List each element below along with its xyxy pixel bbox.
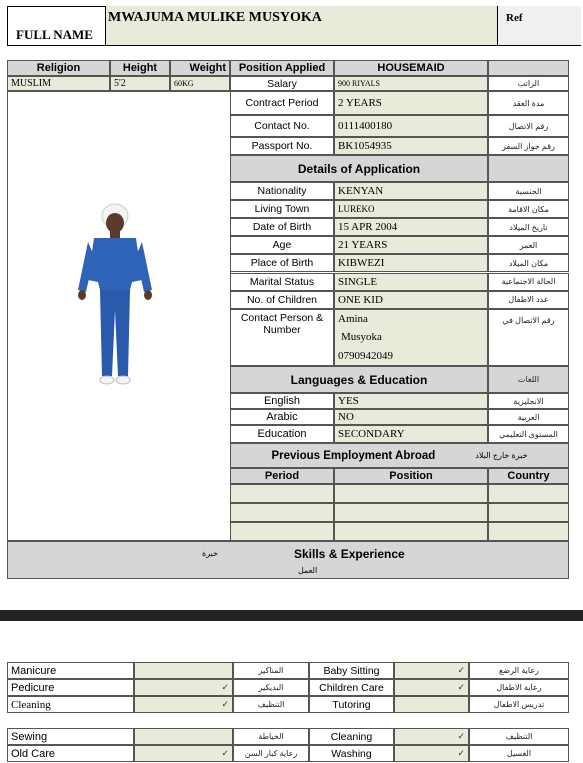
skill-left-check: ✓ (134, 745, 233, 762)
ref-label: Ref (506, 12, 523, 24)
skill-right-check: ✓ (394, 662, 469, 679)
employment-position-cell (334, 503, 488, 522)
application-row-value: LUREKO (334, 200, 488, 218)
contact-person-number: 0790942049 (338, 349, 393, 362)
position-row-ar: الراتب (488, 76, 569, 91)
skill-left-ar: التنظيف (233, 696, 309, 713)
skill-left-label: Cleaning (7, 696, 134, 713)
employment-country-cell (488, 503, 569, 522)
skill-right-ar: الغسيل (469, 745, 569, 762)
full-name-label: FULL NAME (16, 27, 93, 42)
application-row-value: KENYAN (334, 182, 488, 200)
skills-band (7, 541, 569, 579)
skills-ar-under: العمل (298, 566, 318, 575)
religion-value: MUSLIM (7, 76, 110, 91)
application-row-label: No. of Children (230, 291, 334, 309)
weight-value: 60KG (170, 76, 230, 91)
applicant-photo (70, 200, 160, 390)
employment-col-country: Country (488, 468, 569, 484)
language-row-label: English (230, 393, 334, 409)
contact-person-name1: Amina (338, 313, 368, 326)
skill-left-label: Old Care (7, 745, 134, 762)
language-row-ar: الانجليزية (488, 393, 569, 409)
position-row-label: Passport No. (230, 137, 334, 155)
page-break (0, 610, 583, 621)
top (88, 238, 142, 290)
position-applied-ar-box (488, 60, 569, 76)
employment-title-text: Previous Employment Abroad (271, 449, 436, 462)
position-applied-value: HOUSEMAID (334, 60, 488, 76)
employment-title (230, 443, 569, 468)
application-row-ar: العمر (488, 236, 569, 254)
height-label: Height (110, 60, 170, 76)
skill-left-check (134, 662, 233, 679)
contact-person-label-text: Contact Person & Number (240, 312, 324, 336)
application-row-ar: الجنسية (488, 182, 569, 200)
details-title: Details of Application (230, 155, 488, 182)
skill-right-check: ✓ (394, 745, 469, 762)
language-row-value: SECONDARY (334, 425, 488, 443)
skill-right-label: Baby Sitting (309, 662, 394, 679)
contact-person-label (230, 309, 334, 366)
skills-title: Skills & Experience (294, 547, 405, 561)
full-name-value: MWAJUMA MULIKE MUSYOKA (108, 10, 322, 25)
skill-right-label: Washing (309, 745, 394, 762)
application-row-label: Age (230, 236, 334, 254)
application-row-value: KIBWEZI (334, 254, 488, 272)
skill-left-check (134, 728, 233, 745)
position-row-label: Salary (230, 76, 334, 91)
skill-right-label: Children Care (309, 679, 394, 696)
skill-left-ar: الخياطة (233, 728, 309, 745)
application-row-ar: مكان الميلاد (488, 254, 569, 272)
skill-left-ar: البديكير (233, 679, 309, 696)
application-row-ar: عدد الاطفال (488, 291, 569, 309)
application-row-value: 21 YEARS (334, 236, 488, 254)
skills-ar-left: خبرة (202, 549, 218, 558)
application-row-ar: تاريخ الميلاد (488, 218, 569, 236)
skill-left-check: ✓ (134, 679, 233, 696)
employment-position-cell (334, 522, 488, 541)
skill-left-ar: المناكير (233, 662, 309, 679)
application-row-label: Living Town (230, 200, 334, 218)
languages-title: Languages & Education (230, 366, 488, 393)
application-row-value: SINGLE (334, 273, 488, 291)
details-title-ar-box (488, 155, 569, 182)
skill-right-check (394, 696, 469, 713)
skill-right-check: ✓ (394, 728, 469, 745)
language-row-ar: العربية (488, 409, 569, 425)
position-row-label: Contact No. (230, 115, 334, 137)
position-row-value: 2 YEARS (334, 91, 488, 115)
position-row-label: Contract Period (230, 91, 334, 115)
skill-right-check: ✓ (394, 679, 469, 696)
employment-period-cell (230, 503, 334, 522)
height-value: 5'2 (110, 76, 170, 91)
skill-right-ar: التنظيف (469, 728, 569, 745)
hand-right (144, 290, 152, 300)
skill-left-label: Sewing (7, 728, 134, 745)
shoe-right (116, 376, 130, 384)
application-row-label: Date of Birth (230, 218, 334, 236)
skill-right-ar: رعاية الاطفال (469, 679, 569, 696)
language-row-value: NO (334, 409, 488, 425)
position-row-ar: رقم جواز السفر (488, 137, 569, 155)
position-row-ar: رقم الاتصال (488, 115, 569, 137)
application-row-value: ONE KID (334, 291, 488, 309)
employment-col-position: Position (334, 468, 488, 484)
shoe-left (100, 376, 114, 384)
skill-right-label: Tutoring (309, 696, 394, 713)
application-row-label: Place of Birth (230, 254, 334, 272)
language-row-label: Arabic (230, 409, 334, 425)
skill-left-label: Manicure (7, 662, 134, 679)
skill-right-label: Cleaning (309, 728, 394, 745)
weight-label: Weight (170, 60, 230, 76)
skill-left-check: ✓ (134, 696, 233, 713)
employment-period-cell (230, 522, 334, 541)
skill-left-label: Pedicure (7, 679, 134, 696)
contact-person-name2: Musyoka (341, 331, 382, 344)
skill-right-ar: تدريس الاطفال (469, 696, 569, 713)
neck (110, 230, 120, 238)
employment-position-cell (334, 484, 488, 503)
position-row-ar: مدة العقد (488, 91, 569, 115)
contact-person-value (334, 309, 488, 366)
application-row-ar: مكان الاقامة (488, 200, 569, 218)
position-applied-label: Position Applied (230, 60, 334, 76)
skill-left-ar: رعاية كبار السن (233, 745, 309, 762)
languages-title-ar: اللغات (488, 366, 569, 393)
language-row-ar: المستوى التعليمي (488, 425, 569, 443)
position-row-value: BK1054935 (334, 137, 488, 155)
position-row-value: 900 RIYALS (334, 76, 488, 91)
application-row-value: 15 APR 2004 (334, 218, 488, 236)
religion-label: Religion (7, 60, 110, 76)
application-row-ar: الحالة الاجتماعية (488, 273, 569, 291)
position-row-value: 0111400180 (334, 115, 488, 137)
employment-period-cell (230, 484, 334, 503)
contact-person-ar: رقم الاتصال في (488, 309, 569, 366)
application-row-label: Marital Status (230, 273, 334, 291)
hand-left (78, 290, 86, 300)
trousers (100, 290, 130, 376)
employment-title-ar: خبرة خارج البلاد (475, 451, 528, 460)
application-row-label: Nationality (230, 182, 334, 200)
employment-col-period: Period (230, 468, 334, 484)
employment-country-cell (488, 522, 569, 541)
language-row-value: YES (334, 393, 488, 409)
skill-right-ar: رعاية الرضع (469, 662, 569, 679)
employment-country-cell (488, 484, 569, 503)
language-row-label: Education (230, 425, 334, 443)
